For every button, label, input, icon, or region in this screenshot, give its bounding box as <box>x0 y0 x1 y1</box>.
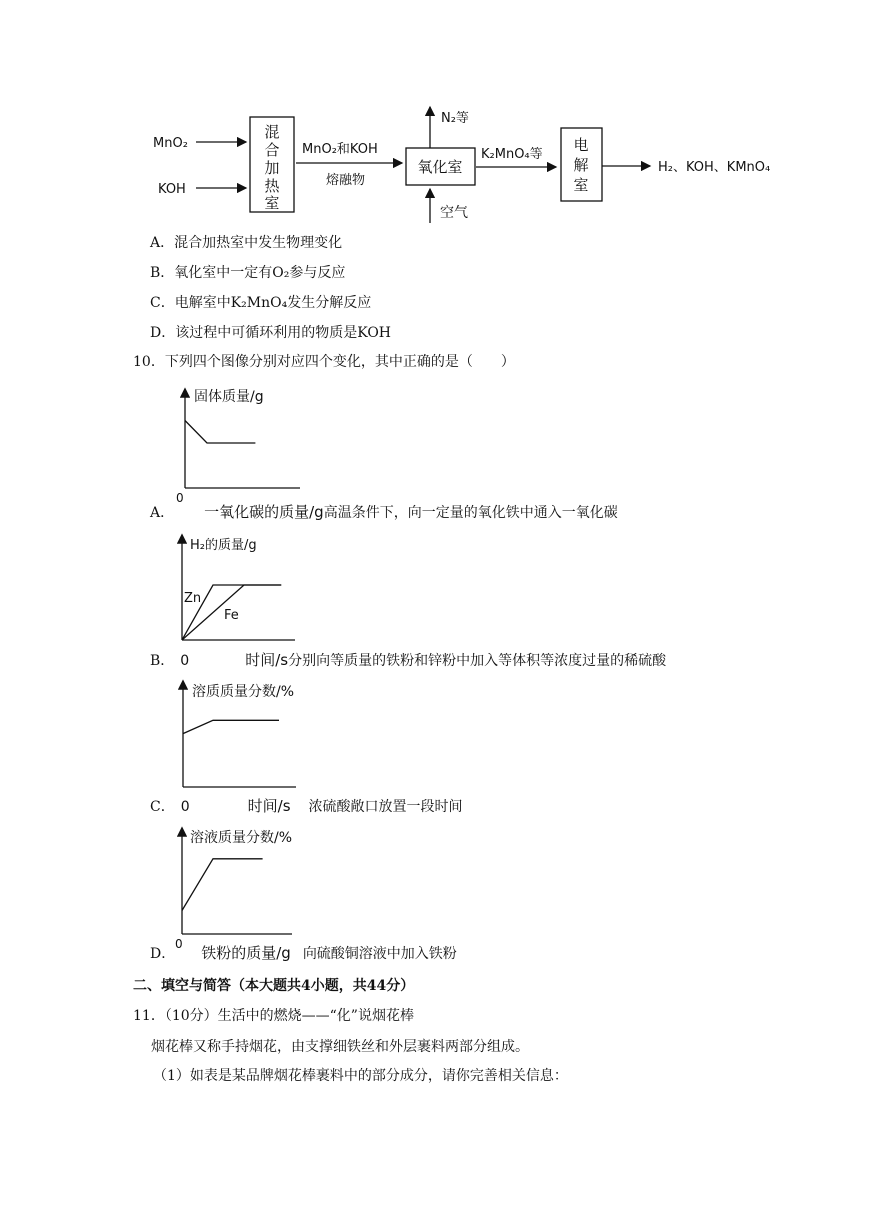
graph-b-desc: 分别向等质量的铁粉和锌粉中加入等体积等浓度过量的稀硫酸 <box>288 653 667 669</box>
box1-char-1: 混 <box>264 123 280 141</box>
q11-title: 11．（10分）生活中的燃烧——“化”说烟花棒 <box>133 1008 414 1024</box>
graph-c-caption <box>150 797 463 816</box>
label-melt-bottom: 熔融物 <box>326 173 366 188</box>
graph-a-xlabel: 一氧化碳的质量/g <box>204 503 324 521</box>
box1-char-2: 合 <box>264 141 280 159</box>
graph-b-label-zn: Zn <box>184 591 202 606</box>
graph-a-curve <box>185 421 255 444</box>
graph-b-xlabel: 时间/s <box>245 651 289 669</box>
q11-sub1: （1）如表是某品牌烟花棒裹料中的部分成分，请你完善相关信息： <box>153 1068 568 1084</box>
graph-d-letter: D． <box>150 946 176 962</box>
label-melt-top: MnO₂和KOH <box>302 142 378 157</box>
box2-label: 氧化室 <box>417 158 463 176</box>
q10-stem: 10．下列四个图像分别对应四个变化，其中正确的是（ ） <box>133 354 515 370</box>
box1-char-5: 室 <box>264 194 280 212</box>
q9-option-d-text: 该过程中可循环利用的物质是KOH <box>175 325 392 341</box>
graph-c <box>170 676 330 796</box>
graph-c-desc: 浓硫酸敞口放置一段时间 <box>308 799 463 815</box>
graph-a-desc: 高温条件下，向一定量的氧化铁中通入一氧化碳 <box>323 505 618 521</box>
graph-d-desc: 向硫酸铜溶液中加入铁粉 <box>302 946 457 962</box>
q9-option-c-text: 电解室中K₂MnO₄发生分解反应 <box>174 295 372 311</box>
graph-a-origin: 0 <box>176 491 184 505</box>
box3-char-3: 室 <box>573 176 589 194</box>
label-k2mno4: K₂MnO₄等 <box>481 147 543 162</box>
q9-option-c-letter: C． <box>150 295 175 311</box>
q9-option-b-text: 氧化室中一定有O₂参与反应 <box>174 265 346 281</box>
box3-char-2: 解 <box>573 156 589 174</box>
q11-intro: 烟花棒又称手持烟花，由支撑细铁丝和外层裹料两部分组成。 <box>151 1039 529 1055</box>
graph-c-ylabel: 溶质质量分数/% <box>192 684 295 700</box>
q9-option-d-letter: D． <box>150 325 176 341</box>
box1-char-4: 热 <box>264 177 280 195</box>
label-air: 空气 <box>440 205 468 221</box>
graph-b-label-fe: Fe <box>224 608 239 623</box>
graph-d-xlabel: 铁粉的质量/g <box>201 944 291 962</box>
label-output: H₂、KOH、KMnO₄ <box>658 160 771 175</box>
section-2-heading: 二、填空与简答（本大题共4小题，共44分） <box>133 978 415 994</box>
input-mno2: MnO₂ <box>153 136 188 151</box>
graph-c-curve <box>183 720 279 733</box>
graph-c-xlabel: 时间/s <box>247 797 291 815</box>
graph-a <box>170 385 330 505</box>
graph-c-letter: C． <box>150 799 175 815</box>
graph-d-caption <box>150 944 457 963</box>
q9-option-b <box>150 264 345 282</box>
input-koh: KOH <box>158 182 186 197</box>
graph-c-origin: 0 <box>180 799 190 815</box>
label-n2: N₂等 <box>441 111 469 126</box>
graph-b <box>170 530 330 650</box>
box3-char-1: 电 <box>573 136 589 154</box>
graph-b-ylabel: H₂的质量/g <box>190 538 257 553</box>
q9-option-b-letter: B． <box>150 265 175 281</box>
graph-b-caption <box>150 651 666 670</box>
graph-a-ylabel: 固体质量/g <box>194 389 264 405</box>
box1-char-3: 加 <box>264 159 280 177</box>
graph-a-letter: A． <box>150 505 175 521</box>
q9-option-a-text: 混合加热室中发生物理变化 <box>174 235 343 251</box>
graph-d-curve <box>182 859 263 911</box>
q9-option-d <box>150 324 391 342</box>
graph-a-caption <box>150 503 618 522</box>
q9-option-a <box>150 234 342 252</box>
process-flow-diagram <box>140 95 800 225</box>
graph-d-origin: 0 <box>175 937 183 951</box>
graph-b-letter: B． <box>150 653 175 669</box>
graph-b-origin: 0 <box>180 653 190 669</box>
graph-d-ylabel: 溶液质量分数/% <box>190 830 293 846</box>
q9-option-a-letter: A． <box>150 235 175 251</box>
q9-option-c <box>150 294 371 312</box>
graph-d <box>170 823 330 951</box>
